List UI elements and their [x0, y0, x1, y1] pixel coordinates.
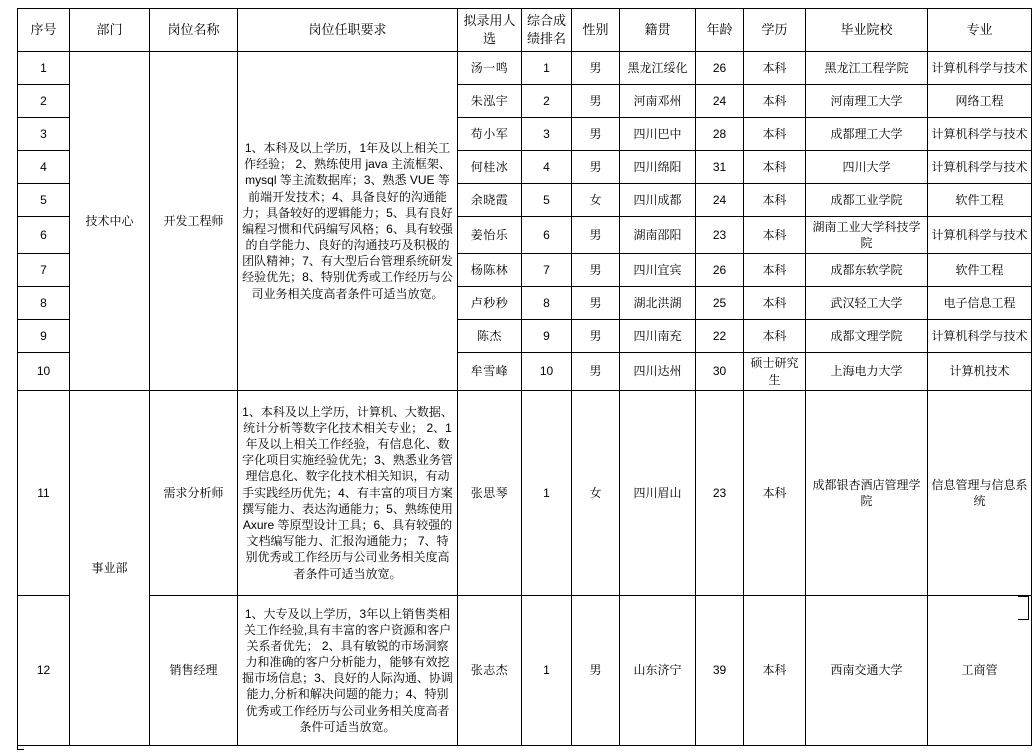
cell-age: 26: [696, 52, 744, 85]
column-header-position: 岗位名称: [150, 9, 238, 52]
cell-major: 电子信息工程: [928, 287, 1032, 320]
cell-education: 本科: [744, 184, 806, 217]
cell-index: 10: [18, 353, 70, 390]
cell-gender: 男: [572, 85, 620, 118]
cell-hometown: 四川巴中: [620, 118, 696, 151]
cell-index: 3: [18, 118, 70, 151]
cell-major: 计算机科学与技术: [928, 52, 1032, 85]
cell-gender: 女: [572, 184, 620, 217]
column-header-age: 年龄: [696, 9, 744, 52]
cell-hometown: 四川绵阳: [620, 151, 696, 184]
cell-rank: 7: [522, 254, 572, 287]
cell-index: 9: [18, 320, 70, 353]
cell-major: 网络工程: [928, 85, 1032, 118]
cell-rank: 4: [522, 151, 572, 184]
cell-major: 计算机科学与技术: [928, 217, 1032, 254]
cell-gender: 女: [572, 390, 620, 595]
cell-index: 8: [18, 287, 70, 320]
cell-hometown: 四川成都: [620, 184, 696, 217]
column-header-school: 毕业院校: [806, 9, 928, 52]
page-edge-marker-right: [1018, 596, 1029, 620]
cell-school: 四川大学: [806, 151, 928, 184]
cell-hometown: 山东济宁: [620, 595, 696, 745]
page-edge-marker-bottom-left: [17, 731, 24, 750]
column-header-requirement: 岗位任职要求: [238, 9, 458, 52]
cell-education: 本科: [744, 595, 806, 745]
cell-gender: 男: [572, 353, 620, 390]
cell-rank: 9: [522, 320, 572, 353]
cell-major: 计算机科学与技术: [928, 320, 1032, 353]
cell-education: 本科: [744, 390, 806, 595]
cell-rank: 6: [522, 217, 572, 254]
cell-school: 成都东软学院: [806, 254, 928, 287]
cell-school: 西南交通大学: [806, 595, 928, 745]
cell-department: 事业部: [70, 390, 150, 745]
column-header-major: 专业: [928, 9, 1032, 52]
cell-education: 本科: [744, 118, 806, 151]
cell-age: 23: [696, 217, 744, 254]
cell-major: 计算机科学与技术: [928, 118, 1032, 151]
cell-requirement: 1、本科及以上学历，1年及以上相关工作经验； 2、熟练使用 java 主流框架、mysql 等主流数据库；3、熟悉 VUE 等前端开发技术；4、具备良好的沟通能力；具备较好的逻辑能力；5、具有良好编程习惯和代码编写风格；6、具有较强的自学能力、良好的沟通技巧及积极的团队精神；7、有大型后台管理系统研发经验优先；8、特别优秀或工作经历与公司业务相关度高者条件可适当放宽。: [238, 52, 458, 391]
cell-index: 6: [18, 217, 70, 254]
cell-index: 5: [18, 184, 70, 217]
cell-rank: 3: [522, 118, 572, 151]
cell-hometown: 四川宜宾: [620, 254, 696, 287]
cell-major: 软件工程: [928, 254, 1032, 287]
cell-position: 需求分析师: [150, 390, 238, 595]
cell-age: 24: [696, 184, 744, 217]
cell-gender: 男: [572, 254, 620, 287]
cell-hometown: 湖北洪湖: [620, 287, 696, 320]
cell-candidate: 姜怡乐: [458, 217, 522, 254]
cell-candidate: 张志杰: [458, 595, 522, 745]
cell-index: 1: [18, 52, 70, 85]
cell-gender: 男: [572, 320, 620, 353]
cell-school: 成都工业学院: [806, 184, 928, 217]
cell-hometown: 四川达州: [620, 353, 696, 390]
table-row: [18, 595, 1032, 745]
cell-school: 成都文理学院: [806, 320, 928, 353]
cell-position: 销售经理: [150, 595, 238, 745]
table-header-row: [18, 9, 1032, 52]
cell-candidate: 牟雪峰: [458, 353, 522, 390]
cell-requirement: 1、本科及以上学历，计算机、大数据、统计分析等数字化技术相关专业； 2、1年及以上相关工作经验，有信息化、数字化项目实施经验优先；3、熟悉业务管理信息化、数字化技术相关知识，有动手实践经历优先；4、有丰富的项目方案撰写能力、表达沟通能力；5、熟练使用 Axure 等原型设计工具；6、具有较强的文档编写能力、汇报沟通能力； 7、特别优秀或工作经历与公司业务相关度高者条件可适当放宽。: [238, 390, 458, 595]
cell-hometown: 黑龙江绥化: [620, 52, 696, 85]
cell-education: 本科: [744, 254, 806, 287]
cell-school: 成都银杏酒店管理学院: [806, 390, 928, 595]
cell-rank: 1: [522, 52, 572, 85]
cell-school: 上海电力大学: [806, 353, 928, 390]
cell-candidate: 卢秒秒: [458, 287, 522, 320]
cell-education: 本科: [744, 151, 806, 184]
column-header-department: 部门: [70, 9, 150, 52]
cell-school: 武汉轻工大学: [806, 287, 928, 320]
cell-candidate: 余晓霞: [458, 184, 522, 217]
cell-rank: 1: [522, 390, 572, 595]
cell-age: 23: [696, 390, 744, 595]
cell-candidate: 张思琴: [458, 390, 522, 595]
column-header-education: 学历: [744, 9, 806, 52]
cell-hometown: 河南邓州: [620, 85, 696, 118]
cell-school: 成都理工大学: [806, 118, 928, 151]
cell-education: 本科: [744, 287, 806, 320]
cell-education: 本科: [744, 52, 806, 85]
cell-education: 本科: [744, 217, 806, 254]
cell-rank: 2: [522, 85, 572, 118]
cell-school: 河南理工大学: [806, 85, 928, 118]
cell-education: 本科: [744, 320, 806, 353]
cell-rank: 8: [522, 287, 572, 320]
cell-hometown: 四川眉山: [620, 390, 696, 595]
cell-gender: 男: [572, 118, 620, 151]
cell-major: 软件工程: [928, 184, 1032, 217]
cell-education: 本科: [744, 85, 806, 118]
cell-candidate: 朱泓宇: [458, 85, 522, 118]
cell-education: 硕士研究生: [744, 353, 806, 390]
cell-age: 26: [696, 254, 744, 287]
cell-age: 30: [696, 353, 744, 390]
table-row: [18, 52, 1032, 85]
table-row: [18, 390, 1032, 595]
cell-candidate: 苟小军: [458, 118, 522, 151]
cell-major: 工商管: [928, 595, 1032, 745]
cell-candidate: 杨陈林: [458, 254, 522, 287]
cell-gender: 男: [572, 151, 620, 184]
cell-gender: 男: [572, 595, 620, 745]
cell-candidate: 何桂冰: [458, 151, 522, 184]
cell-index: 2: [18, 85, 70, 118]
cell-gender: 男: [572, 52, 620, 85]
cell-age: 24: [696, 85, 744, 118]
cell-age: 22: [696, 320, 744, 353]
recruitment-table: [17, 8, 1032, 746]
cell-age: 31: [696, 151, 744, 184]
cell-hometown: 四川南充: [620, 320, 696, 353]
cell-candidate: 汤一鸣: [458, 52, 522, 85]
cell-rank: 1: [522, 595, 572, 745]
cell-hometown: 湖南邵阳: [620, 217, 696, 254]
cell-index: 11: [18, 390, 70, 595]
cell-age: 39: [696, 595, 744, 745]
cell-index: 4: [18, 151, 70, 184]
cell-rank: 5: [522, 184, 572, 217]
column-header-candidate: 拟录用人选: [458, 9, 522, 52]
column-header-index: 序号: [18, 9, 70, 52]
column-header-rank: 综合成绩排名: [522, 9, 572, 52]
column-header-gender: 性别: [572, 9, 620, 52]
cell-school: 黑龙江工程学院: [806, 52, 928, 85]
cell-index: 7: [18, 254, 70, 287]
cell-requirement: 1、大专及以上学历，3年以上销售类相关工作经验,具有丰富的客户资源和客户关系者优先； 2、具有敏锐的市场洞察力和准确的客户分析能力，能够有效挖掘市场信息；3、良好的人际沟通、协调能力,分析和解决问题的能力；4、特别优秀或工作经历与公司业务相关度高者条件可适当放宽。: [238, 595, 458, 745]
cell-major: 计算机科学与技术: [928, 151, 1032, 184]
cell-gender: 男: [572, 217, 620, 254]
cell-age: 28: [696, 118, 744, 151]
cell-rank: 10: [522, 353, 572, 390]
cell-index: 12: [18, 595, 70, 745]
cell-position: 开发工程师: [150, 52, 238, 391]
cell-gender: 男: [572, 287, 620, 320]
cell-age: 25: [696, 287, 744, 320]
cell-candidate: 陈杰: [458, 320, 522, 353]
cell-department: 技术中心: [70, 52, 150, 391]
document-page: [0, 8, 1032, 752]
cell-major: 信息管理与信息系统: [928, 390, 1032, 595]
cell-school: 湖南工业大学科技学院: [806, 217, 928, 254]
cell-major: 计算机技术: [928, 353, 1032, 390]
column-header-hometown: 籍贯: [620, 9, 696, 52]
